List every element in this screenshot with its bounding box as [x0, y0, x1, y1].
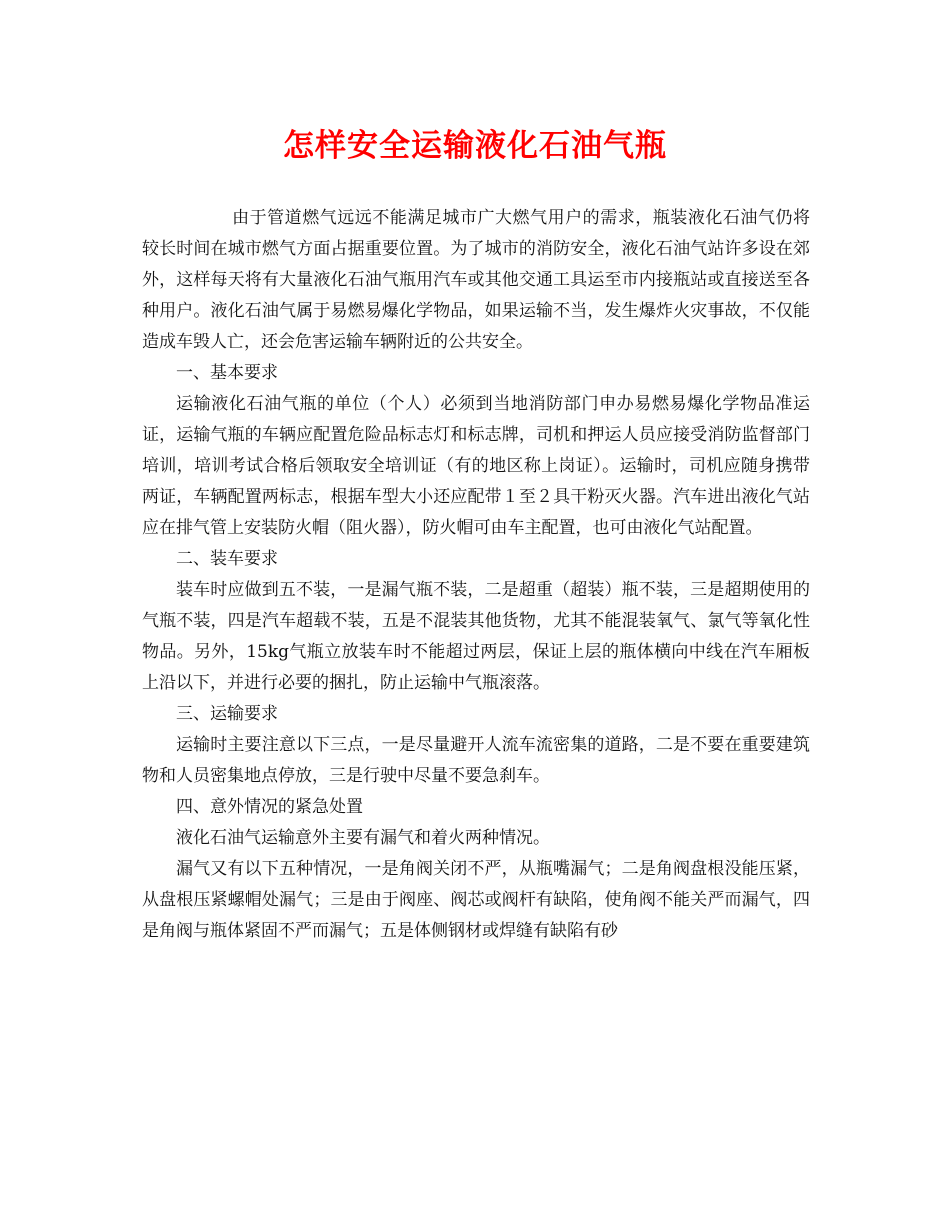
document-body [142, 203, 810, 947]
section-heading-loading-requirements: 二、装车要求 [176, 549, 278, 569]
section-heading-emergency-handling: 四、意外情况的紧急处置 [176, 797, 363, 817]
intro-paragraph: 由于管道燃气远远不能满足城市广大燃气用户的需求，瓶装液化石油气仍将较长时间在城市燃气方面占据重要位置。为了城市的消防安全，液化石油气站许多设在郊外，这样每天将有大量液化石油气瓶用汽车或其他交通工具运至市内接瓶站或直接送至各种用户。液化石油气属于易燃易爆化学物品，如果运输不当，发生爆炸火灾事故，不仅能造成车毁人亡，还会危害运输车辆附近的公共安全。 [142, 208, 810, 352]
page-title: 怎样安全运输液化石油气瓶 [283, 128, 667, 164]
gas-leak-paragraph: 漏气又有以下五种情况，一是角阀关闭不严，从瓶嘴漏气；二是角阀盘根没能压紧，从盘根压紧螺帽处漏气；三是由于阀座、阀芯或阀杆有缺陷，使角阀不能关严而漏气，四是角阀与瓶体紧固不严而漏气；五是体侧钢材或焊缝有缺陷有砂 [142, 859, 810, 941]
section-heading-transport-requirements: 三、运输要求 [176, 704, 278, 724]
loading-requirements-paragraph: 装车时应做到五不装，一是漏气瓶不装，二是超重（超装）瓶不装，三是超期使用的气瓶不装，四是汽车超载不装，五是不混装其他货物，尤其不能混装氧气、氯气等氧化性物品。另外，15kg气瓶立放装车时不能超过两层，保证上层的瓶体横向中线在汽车厢板上沿以下，并进行必要的捆扎，防止运输中气瓶滚落。 [142, 580, 810, 693]
transport-requirements-paragraph: 运输时主要注意以下三点，一是尽量避开人流车流密集的道路，二是不要在重要建筑物和人员密集地点停放，三是行驶中尽量不要急刹车。 [142, 735, 810, 786]
basic-requirements-paragraph: 运输液化石油气瓶的单位（个人）必须到当地消防部门申办易燃易爆化学物品准运证，运输气瓶的车辆应配置危险品标志灯和标志牌，司机和押运人员应接受消防监督部门培训，培训考试合格后领取安全培训证（有的地区称上岗证）。运输时，司机应随身携带两证，车辆配置两标志，根据车型大小还应配带１至２具干粉灭火器。汽车进出液化气站应在排气管上安装防火帽（阻火器），防火帽可由车主配置，也可由液化气站配置。 [142, 394, 810, 538]
emergency-intro-paragraph: 液化石油气运输意外主要有漏气和着火两种情况。 [176, 828, 550, 848]
section-heading-basic-requirements: 一、基本要求 [176, 363, 278, 383]
